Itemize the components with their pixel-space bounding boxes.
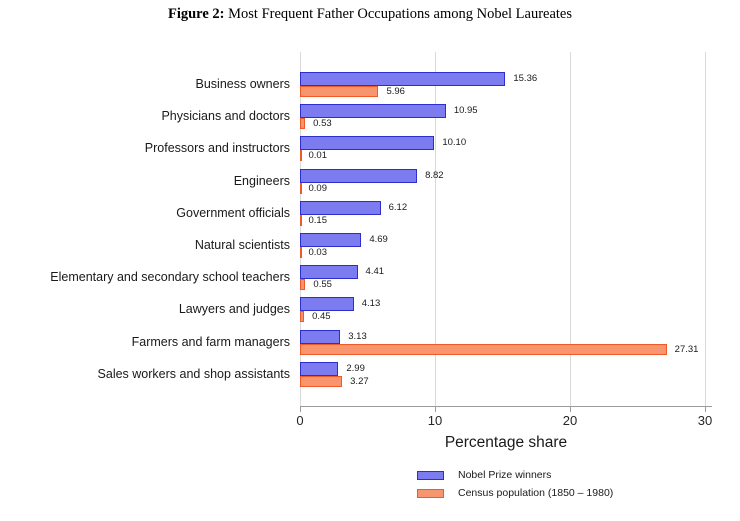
- nobel-bar: [300, 265, 358, 279]
- tick-label: 0: [296, 413, 304, 428]
- category-label: Engineers: [233, 173, 290, 188]
- nobel-bar: [300, 297, 354, 311]
- legend-swatch: [417, 471, 444, 480]
- axis-tick: [705, 407, 706, 412]
- nobel-bar: [300, 362, 338, 376]
- bar-row: [0, 265, 740, 290]
- bar-row: [0, 201, 740, 226]
- value-label: 4.41: [365, 266, 385, 278]
- category-label: Farmers and farm managers: [131, 334, 290, 349]
- legend-swatch: [417, 489, 444, 498]
- census-bar: [300, 247, 302, 258]
- value-label: 5.96: [386, 86, 405, 97]
- census-bar: [300, 215, 302, 226]
- bar-row: [0, 72, 740, 97]
- nobel-bar: [300, 201, 381, 215]
- value-label: 27.31: [674, 343, 699, 355]
- census-bar: [300, 150, 302, 161]
- value-label: 6.12: [388, 201, 408, 213]
- value-label: 0.45: [312, 311, 331, 323]
- nobel-bar: [300, 72, 505, 86]
- census-bar: [300, 118, 305, 129]
- category-label: Elementary and secondary school teachers: [50, 270, 290, 285]
- value-label: 4.69: [369, 234, 388, 245]
- figure-title-prefix: Figure 2:: [167, 6, 225, 22]
- tick-label: 10: [427, 413, 443, 428]
- value-label: 0.03: [308, 247, 327, 258]
- legend-item: [417, 484, 613, 502]
- axis-tick: [435, 407, 436, 412]
- bar-row: [0, 169, 740, 194]
- census-bar: [300, 376, 342, 387]
- legend-label: Nobel Prize winners: [458, 469, 552, 481]
- value-label: 10.10: [442, 137, 467, 149]
- axis-tick: [570, 407, 571, 412]
- value-label: 8.82: [425, 169, 444, 181]
- value-label: 15.36: [513, 73, 538, 84]
- value-label: 0.55: [313, 279, 332, 291]
- value-label: 0.09: [308, 182, 327, 194]
- nobel-bar: [300, 169, 417, 183]
- figure-title-text: Most Frequent Father Occupations among Nobel Laureates: [224, 6, 573, 22]
- census-bar: [300, 344, 667, 355]
- legend-label: Census population (1850 – 1980): [458, 487, 614, 499]
- category-label: Business owners: [195, 77, 290, 91]
- value-label: 3.13: [348, 330, 367, 342]
- census-bar: [300, 183, 302, 194]
- bar-row: [0, 297, 740, 322]
- category-label: Government officials: [176, 205, 290, 220]
- value-label: 0.53: [313, 118, 332, 130]
- category-label: Lawyers and judges: [178, 302, 290, 317]
- legend: [417, 466, 613, 502]
- figure-title: [0, 6, 740, 23]
- category-label: Physicians and doctors: [161, 109, 290, 124]
- bar-row: [0, 233, 740, 258]
- category-label: Sales workers and shop assistants: [97, 366, 290, 381]
- value-label: 0.15: [308, 214, 327, 226]
- nobel-bar: [300, 233, 361, 247]
- bar-row: [0, 104, 740, 129]
- value-label: 4.13: [361, 298, 381, 310]
- value-label: 10.95: [453, 105, 478, 117]
- category-label: Professors and instructors: [144, 141, 290, 156]
- census-bar: [300, 279, 305, 290]
- bar-row: [0, 362, 740, 387]
- category-label: Natural scientists: [194, 238, 290, 252]
- value-label: 3.27: [350, 375, 369, 387]
- census-bar: [300, 86, 378, 97]
- value-label: 0.01: [308, 150, 327, 162]
- x-axis-title: Percentage share: [444, 434, 568, 451]
- nobel-bar: [300, 330, 340, 344]
- axis-tick: [300, 407, 301, 412]
- nobel-bar: [300, 104, 446, 118]
- bar-row: [0, 330, 740, 355]
- bar-row: [0, 136, 740, 161]
- tick-label: 20: [562, 413, 578, 428]
- census-bar: [300, 311, 304, 322]
- nobel-bar: [300, 136, 434, 150]
- legend-item: [417, 466, 613, 484]
- value-label: 2.99: [346, 362, 365, 374]
- tick-label: 30: [697, 413, 713, 428]
